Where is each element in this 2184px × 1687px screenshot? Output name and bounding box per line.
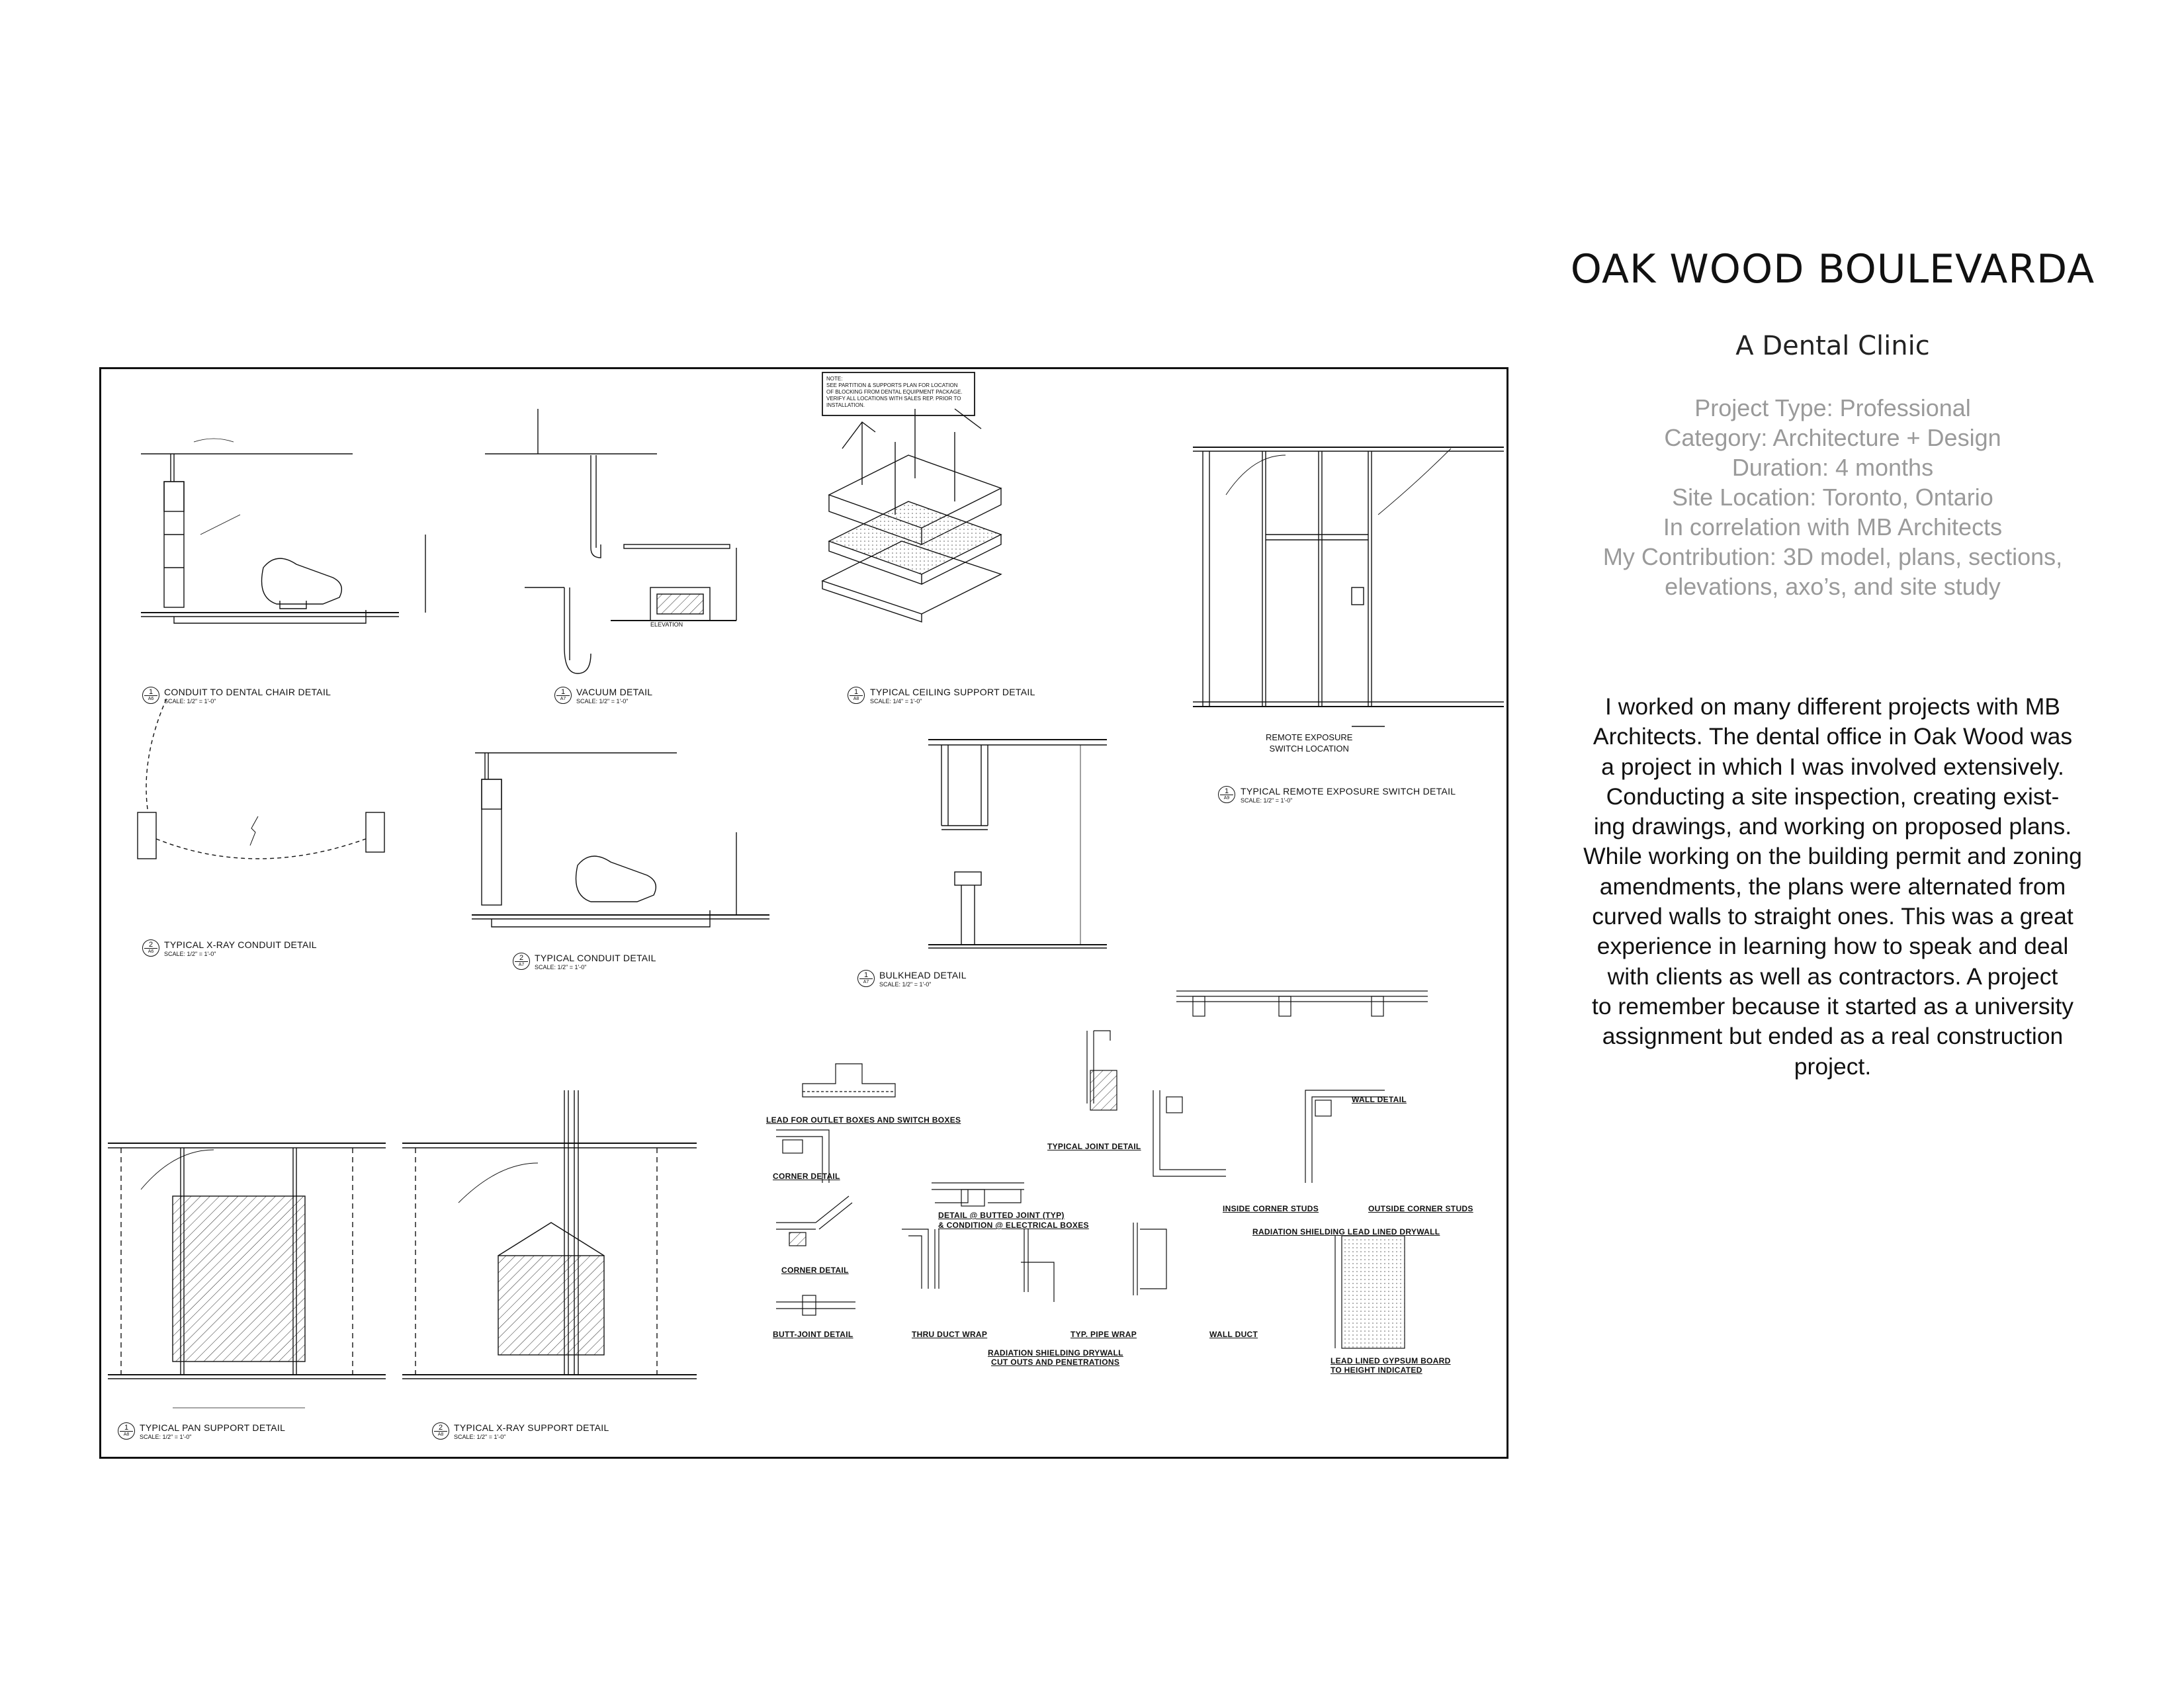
detail-title-corner-2: CORNER DETAIL [781,1266,849,1275]
description-line: assignment but ended as a real construction [1602,1023,2064,1050]
description-line: curved walls to straight ones. This was a great [1592,903,2074,930]
detail-title-xray-conduit: TYPICAL X-RAY CONDUIT DETAIL [164,939,317,950]
detail-title-penetrations: CUT OUTS AND PENETRATIONS [991,1358,1120,1367]
description-line: I worked on many different projects with MB [1605,693,2060,720]
detail-title-lead-gypsum: LEAD LINED GYPSUM BOARD [1331,1356,1451,1365]
ceiling-support-drawing [822,372,1001,622]
description-line: with clients as well as contractors. A project [1607,963,2058,990]
detail-title-xray-support: TYPICAL X-RAY SUPPORT DETAIL [454,1422,609,1433]
project-subtitle: A Dental Clinic [1735,331,1930,361]
detail-title-electrical-boxes: & CONDITION @ ELECTRICAL BOXES [938,1221,1089,1230]
detail-title-radiation-cutouts: RADIATION SHIELDING DRYWALL [988,1348,1123,1358]
pan-support-drawing [108,1143,386,1408]
detail-title-butted-joint: DETAIL @ BUTTED JOINT (TYP) [938,1211,1065,1220]
conduit-to-dental-chair-drawing [141,439,425,623]
project-title: OAK WOOD BOULEVARDA [1570,246,2095,292]
detail-title-remote-exposure: TYPICAL REMOTE EXPOSURE SWITCH DETAIL [1241,786,1456,797]
detail-scale: SCALE: 1/2" = 1'-0" [164,951,216,957]
description-line: ing drawings, and working on proposed plans. [1593,813,2072,840]
detail-title-typical-conduit: TYPICAL CONDUIT DETAIL [535,953,656,963]
meta-contribution-line-2: elevations, axo’s, and site study [1665,573,2001,600]
detail-scale: SCALE: 1/2" = 1'-0" [576,698,629,705]
detail-title-inside-corner: INSIDE CORNER STUDS [1223,1204,1319,1213]
construction-drawing-sheet [99,367,1508,1459]
detail-scale: SCALE: 1/2" = 1'-0" [454,1434,506,1440]
drywall-small-details [776,991,1428,1348]
xray-support-drawing [402,1090,697,1379]
detail-title-outside-corner: OUTSIDE CORNER STUDS [1368,1204,1473,1213]
ceiling-support-note: NOTE: SEE PARTITION & SUPPORTS PLAN FOR LOCATION OF BLOCKING FROM DENTAL EQUIPMENT PACKAGE. VERIFY ALL LOCATIONS WITH SALES REP. PRIOR TO INSTALLATION. [826,376,963,408]
meta-category: Category: Architecture + Design [1664,424,2001,451]
meta-correlation: In correlation with MB Architects [1663,513,2003,541]
detail-title-vacuum: VACUUM DETAIL [576,687,653,697]
detail-tag: 1 A8 [118,1422,135,1440]
detail-tag: 1 A9 [1218,786,1235,803]
detail-title-wall: WALL DETAIL [1352,1095,1407,1104]
detail-title-typical-joint: TYPICAL JOINT DETAIL [1047,1142,1141,1151]
remote-exposure-switch-drawing [1193,447,1504,726]
detail-title-height-indicated: TO HEIGHT INDICATED [1331,1365,1422,1375]
description-line: project. [1794,1053,1872,1080]
detail-title-ceiling-support: TYPICAL CEILING SUPPORT DETAIL [870,687,1035,697]
remote-exposure-caption: REMOTE EXPOSURE SWITCH LOCATION [1266,732,1353,754]
meta-duration: Duration: 4 months [1731,454,1934,481]
detail-title-thru-duct: THRU DUCT WRAP [912,1330,988,1339]
detail-title-conduit-dental-chair: CONDUIT TO DENTAL CHAIR DETAIL [164,687,331,697]
detail-title-butt-joint: BUTT-JOINT DETAIL [773,1330,853,1339]
vacuum-detail-drawing [485,409,736,673]
detail-tag: 1 A7 [857,970,875,987]
detail-tag: 1 A7 [554,687,572,704]
detail-linework [101,369,1508,1459]
vacuum-elevation-label: ELEVATION [650,621,683,628]
detail-scale: SCALE: 1/4" = 1'-0" [870,698,922,705]
detail-tag: 2 A8 [432,1422,449,1440]
detail-title-wall-duct: WALL DUCT [1209,1330,1258,1339]
description-line: While working on the building permit and zoning [1583,843,2082,870]
detail-tag: 2 A7 [513,953,530,970]
detail-title-bulkhead: BULKHEAD DETAIL [879,970,967,980]
description-line: Conducting a site inspection, creating exist- [1606,783,2060,810]
description-line: a project in which I was involved extensively. [1601,753,2064,780]
detail-tag: 2 A6 [142,939,159,957]
meta-project-type: Project Type: Professional [1694,394,1971,421]
meta-contribution-line-1: My Contribution: 3D model, plans, sections, [1602,543,2063,570]
meta-site-location: Site Location: Toronto, Ontario [1672,484,1993,511]
description-line: amendments, the plans were alternated from [1599,873,2066,900]
detail-tag: 1 A8 [848,687,865,704]
project-description [1542,692,2124,1082]
detail-tag: 1 A6 [142,687,159,704]
detail-title-radiation-lead: RADIATION SHIELDING LEAD LINED DRYWALL [1252,1227,1440,1236]
description-line: experience in learning how to speak and deal [1596,933,2069,960]
description-line: to remember because it started as a university [1591,992,2074,1019]
typical-conduit-drawing [472,753,769,927]
detail-title-pan-support: TYPICAL PAN SUPPORT DETAIL [140,1422,286,1433]
detail-title-lead-outlet: LEAD FOR OUTLET BOXES AND SWITCH BOXES [766,1115,961,1125]
detail-scale: SCALE: 1/2" = 1'-0" [535,964,587,971]
project-meta [1542,393,2124,601]
detail-title-pipe-wrap: TYP. PIPE WRAP [1070,1330,1137,1339]
description-line: Architects. The dental office in Oak Wood was [1593,723,2073,750]
detail-scale: SCALE: 1/2" = 1'-0" [140,1434,192,1440]
detail-scale: SCALE: 1/2" = 1'-0" [879,981,932,988]
detail-scale: SCALE: 1/2" = 1'-0" [1241,797,1293,804]
bulkhead-drawing [928,740,1107,948]
detail-title-corner-1: CORNER DETAIL [773,1172,840,1181]
detail-scale: SCALE: 1/2" = 1'-0" [164,698,216,705]
xray-conduit-drawing [138,697,384,859]
